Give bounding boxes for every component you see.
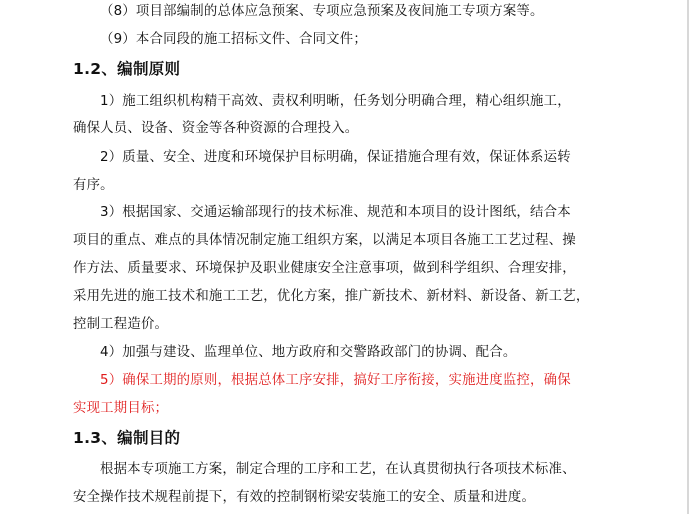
paragraph-3-line-1: 3）根据国家、交通运输部现行的技术标准、规范和本项目的设计图纸，结合本 bbox=[100, 205, 571, 220]
paragraph-5-line-2: 实现工期目标； bbox=[73, 401, 169, 416]
paragraph-5-line-1: 5）确保工期的原则，根据总体工序安排，搞好工序衔接，实施进度监控，确保 bbox=[100, 373, 571, 388]
section-heading-1-2: 1.2、编制原则 bbox=[73, 60, 181, 78]
paragraph-1-line-1: 1）施工组织机构精干高效、责权利明晰，任务划分明确合理，精心组织施工， bbox=[100, 94, 571, 109]
paragraph-3-line-4: 采用先进的施工技术和施工工艺，优化方案，推广新技术、新材料、新设备、新工艺， bbox=[73, 289, 590, 304]
paragraph-6-line-2: 安全操作技术规程前提下，有效的控制钢桁梁安装施工的安全、质量和进度。 bbox=[73, 490, 536, 505]
paragraph-3-line-5: 控制工程造价。 bbox=[73, 317, 169, 332]
page-left-margin bbox=[0, 0, 6, 514]
list-item-9: （9）本合同段的施工招标文件、合同文件； bbox=[100, 32, 367, 47]
paragraph-3-line-3: 作方法、质量要求、环境保护及职业健康安全注意事项，做到科学组织、合理安排， bbox=[73, 261, 576, 276]
paragraph-4-line-1: 4）加强与建设、监理单位、地方政府和交警路政部门的协调、配合。 bbox=[100, 345, 517, 360]
paragraph-2-line-2: 有序。 bbox=[73, 178, 114, 193]
paragraph-1-line-2: 确保人员、设备、资金等各种资源的合理投入。 bbox=[73, 121, 359, 136]
paragraph-2-line-1: 2）质量、安全、进度和环境保护目标明确，保证措施合理有效，保证体系运转 bbox=[100, 150, 571, 165]
paragraph-3-line-2: 项目的重点、难点的具体情况制定施工组织方案，以满足本项目各施工工艺过程、操 bbox=[73, 233, 576, 248]
paragraph-6-line-1: 根据本专项施工方案，制定合理的工序和工艺，在认真贯彻执行各项技术标准、 bbox=[100, 462, 576, 477]
section-heading-1-3: 1.3、编制目的 bbox=[73, 429, 181, 447]
list-item-8: （8）项目部编制的总体应急预案、专项应急预案及夜间施工专项方案等。 bbox=[100, 4, 544, 19]
